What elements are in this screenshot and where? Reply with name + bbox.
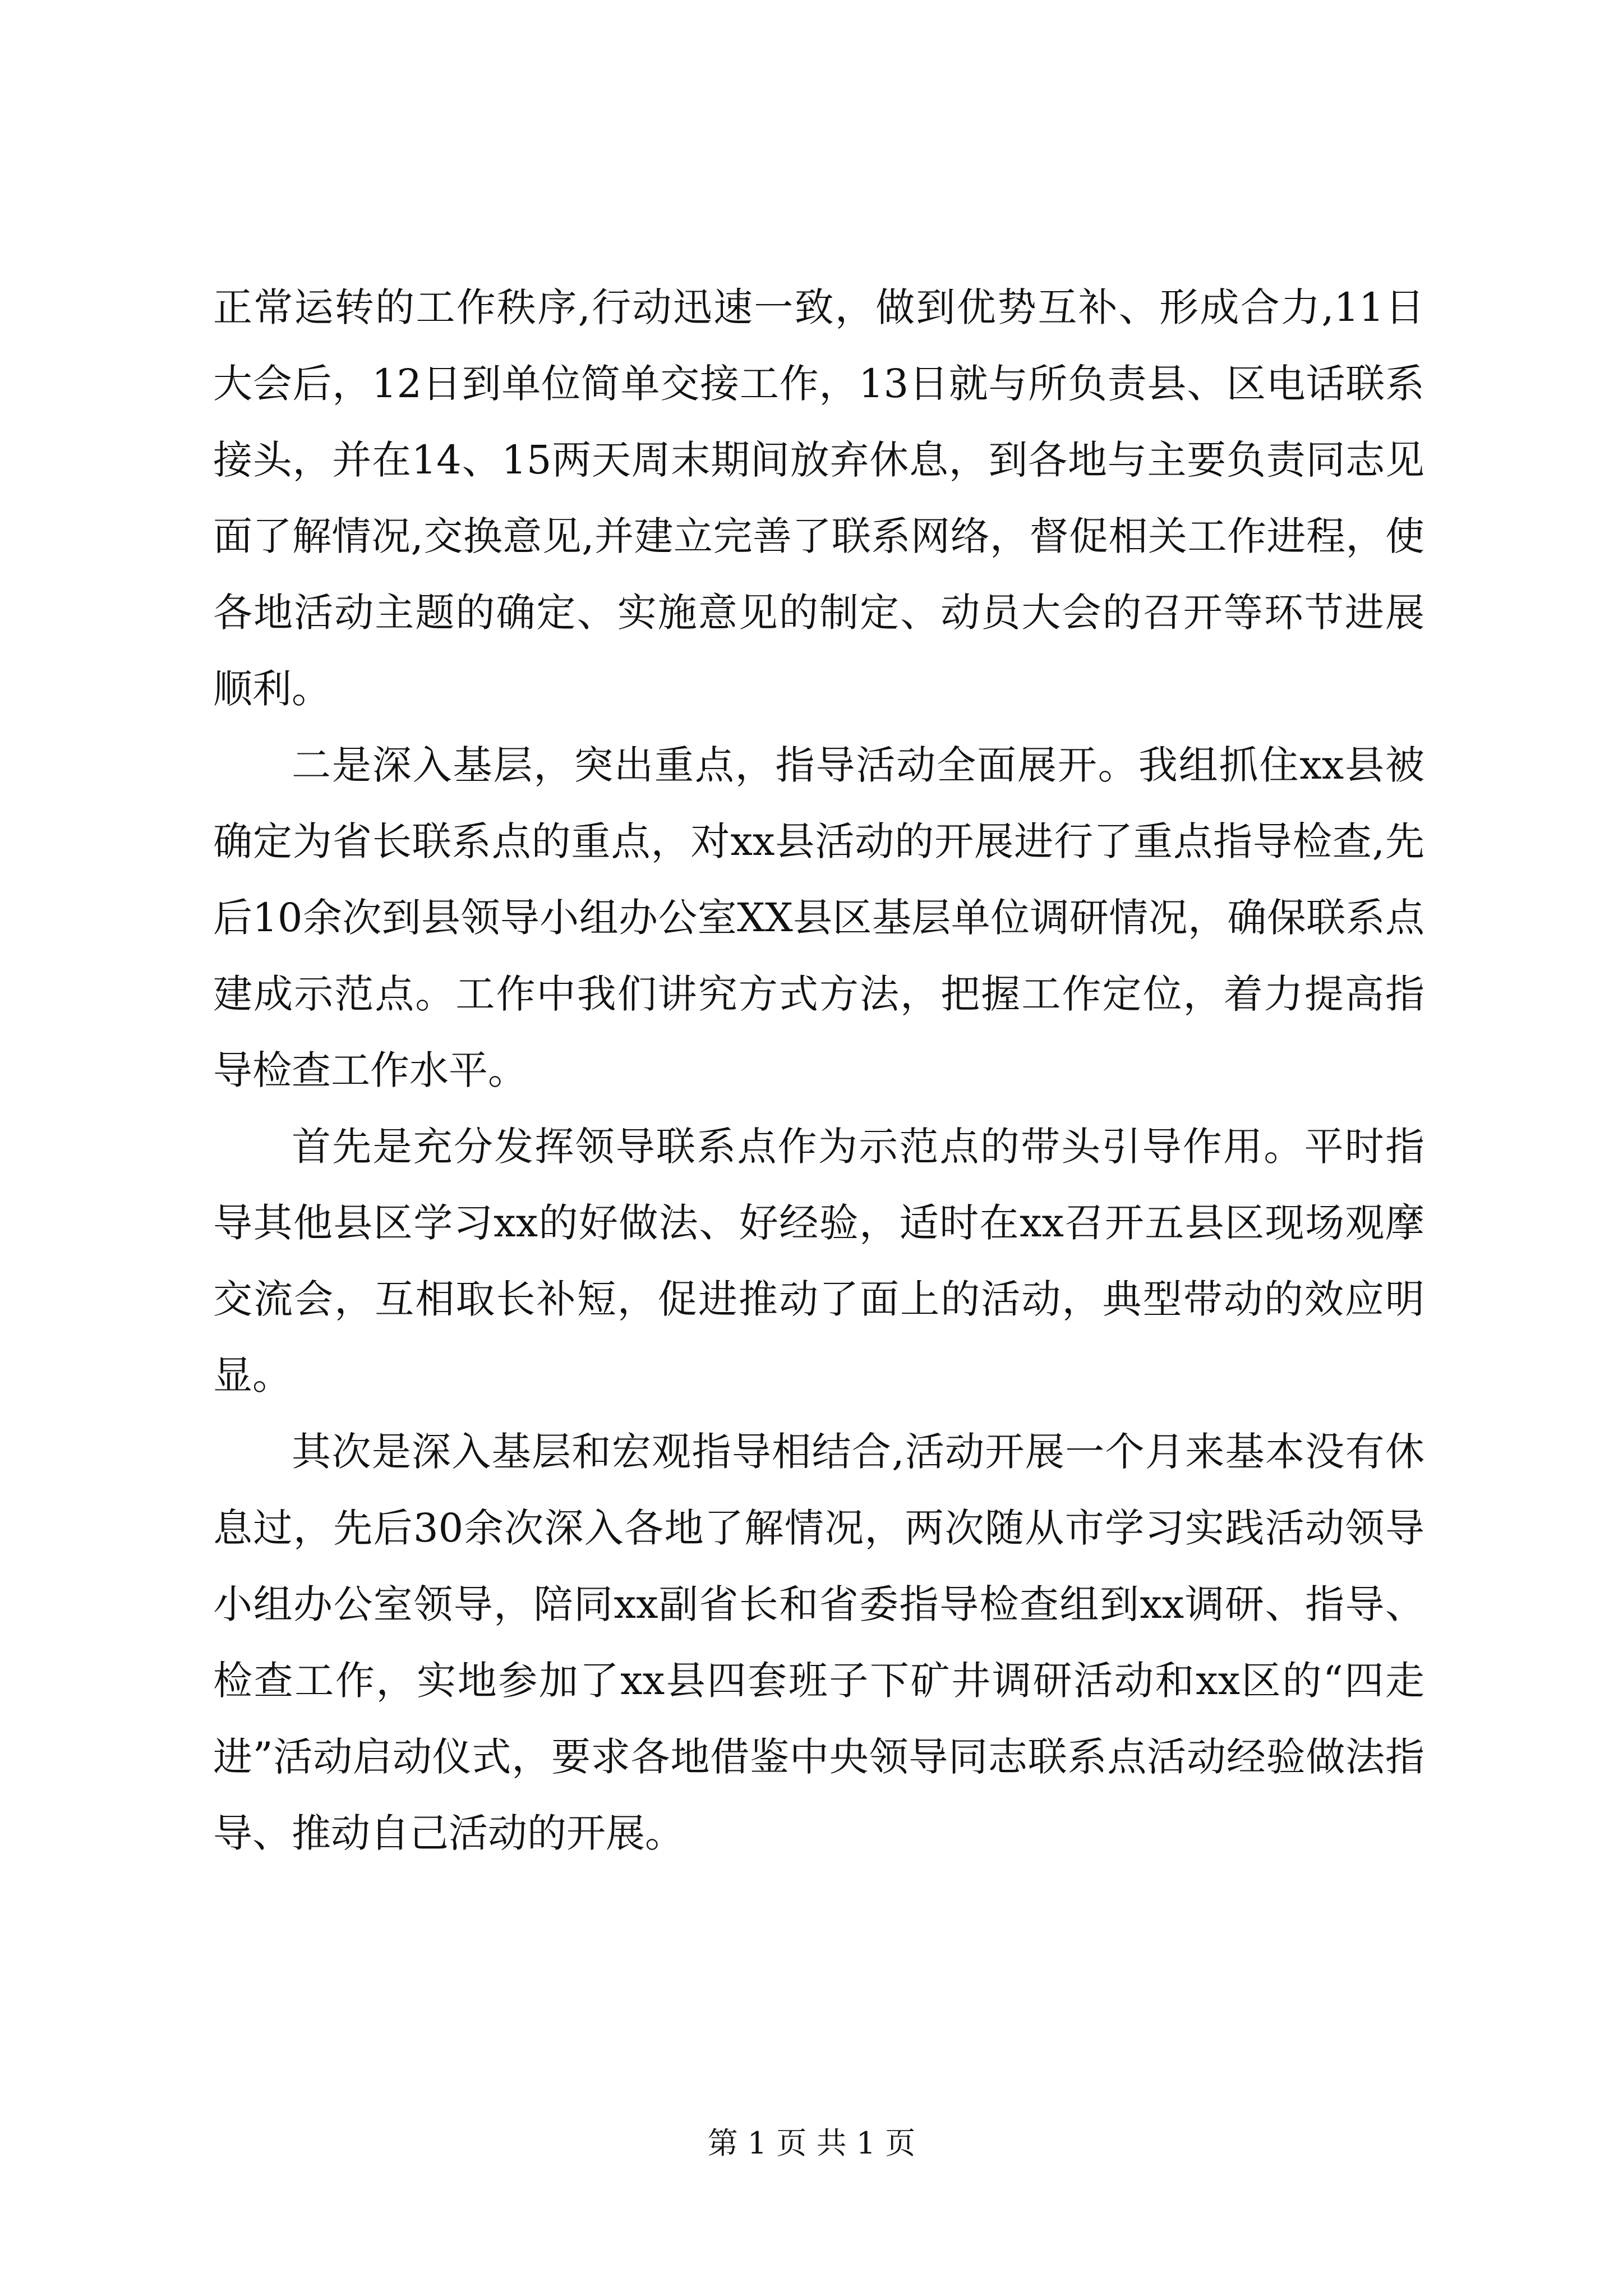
paragraph-second-measure: 其次是深入基层和宏观指导相结合,活动开展一个月来基本没有休息过，先后30余次深入各地了解情况，两次随从市学习实践活动领导小组办公室领导，陪同xx副省长和省委指导检查组到xx调研、指导、检查工作，实地参加了xx县四套班子下矿井调研活动和xx区的“四走进”活动启动仪式，要求各地借鉴中央领导同志联系点活动经验做法指导、推动自己活动的开展。 (213, 1429, 1424, 1856)
paragraph-continuation: 正常运转的工作秩序,行动迅速一致，做到优势互补、形成合力,11日大会后，12日到单位简单交接工作，13日就与所负责县、区电话联系接头，并在14、15两天周末期间放弃休息，到各地与主要负责同志见面了解情况,交换意见,并建立完善了联系网络，督促相关工作进程，使各地活动主题的确定、实施意见的制定、动员大会的召开等环节进展顺利。 (213, 284, 1424, 712)
document-body (213, 269, 1424, 1871)
page-number-footer: 第 1 页 共 1 页 (707, 2125, 916, 2161)
paragraph-first-measure: 首先是充分发挥领导联系点作为示范点的带头引导作用。平时指导其他县区学习xx的好做法、好经验，适时在xx召开五县区现场观摩交流会，互相取长补短，促进推动了面上的活动，典型带动的效应明显。 (213, 1124, 1424, 1398)
paragraph-point-two: 二是深入基层，突出重点，指导活动全面展开。我组抓住xx县被确定为省长联系点的重点，对xx县活动的开展进行了重点指导检查,先后10余次到县领导小组办公室XX县区基层单位调研情况，确保联系点建成示范点。工作中我们讲究方式方法，把握工作定位，着力提高指导检查工作水平。 (213, 742, 1424, 1093)
